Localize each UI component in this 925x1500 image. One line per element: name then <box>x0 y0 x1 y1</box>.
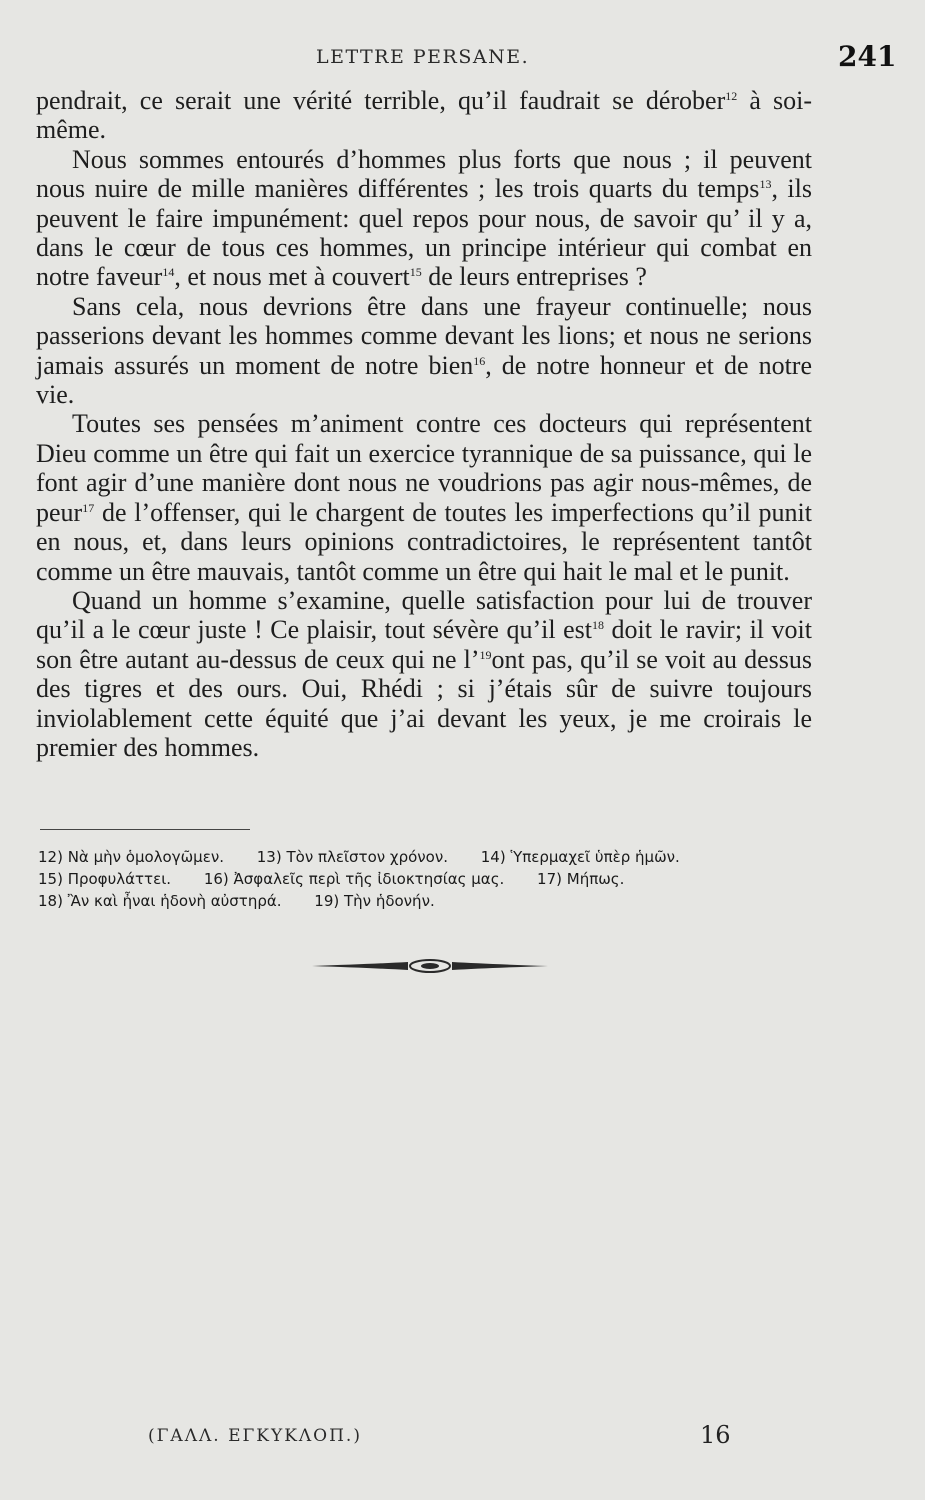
footnote-ref: 14 <box>162 265 175 280</box>
footnote-separator <box>40 829 250 830</box>
footnotes <box>38 846 838 912</box>
paragraph-3: Sans cela, nous devrions être dans une frayeur continuelle; nous passerions devant les hommes comme devant les lions; et nous ne serions jamais assurés un moment de notre bien$^{16}$, de notre honneur et de notre vie. <box>36 291 812 410</box>
footnote: 14) Ὑπερμαχεῖ ὑπὲρ ἡμῶν. <box>480 848 680 866</box>
footnote: 12) Νὰ μὴν ὁμολογῶμεν. <box>38 848 224 866</box>
running-title: LETTRE PERSANE. <box>316 46 530 68</box>
ornament-divider <box>312 956 548 976</box>
footnote-ref: 15 <box>409 265 422 280</box>
footnote: 18) Ἂν καὶ ἦναι ἡδονὴ αὐστηρά. <box>38 892 282 910</box>
footnote-ref: 12 <box>725 89 738 103</box>
footnote: 17) Μήπως. <box>537 870 625 888</box>
paragraph-5: Quand un homme s’examine, quelle satisfaction pour lui de trouver qu’il a le cœur juste ! Ce plaisir, tout sévère qu’il est$^{18}$ doit le ravir; il voit son être autant au-dessus de ceux qui ne l’$^{19}$ont pas, qu’il se voit au dessus des tigres et des ours. Oui, Rhédi ; si j’étais sûr de suivre toujours inviolablement cette équité que j’ai devant les yeux, je me croirais le premier des hommes. <box>36 585 813 762</box>
footnote-ref: 17 <box>82 500 95 515</box>
paragraph-4: Toutes ses pensées m’animent contre ces docteurs qui représentent Dieu comme un être qui fait un exercice tyrannique de sa puissance, qui le font agir d’une manière dont nous ne voudrions pas agir nous-mêmes, de peur$^{17}$ de l’offenser, qui le chargent de toutes les imperfections qu’il punit en nous, et, dans leurs opinions contradictoires, le représentent tantôt comme un être mauvais, tantôt comme un être qui hait le mal et le punit. <box>36 409 812 586</box>
footnote: 16) Ἀσφαλεῖς περὶ τῆς ἰδιοκτησίας μας. <box>203 870 505 888</box>
paragraph-2: Nous sommes entourés d’hommes plus forts que nous ; il peuvent nous nuire de mille manières différentes ; les trois quarts du temps$^{13}$, ils peuvent le faire impunément: quel repos pour nous, de savoir qu’ il y a, dans le cœur de tous ces hommes, un principe intérieur qui combat en notre faveur$^{14}$, et nous met à couvert$^{15}$ de leurs entreprises ? <box>36 144 812 292</box>
footnote: 15) Προφυλάττει. <box>38 870 172 888</box>
footnote-ref: 16 <box>473 353 486 368</box>
footnote-line <box>38 890 838 912</box>
signature-mark: (ΓΑΛΛ. ΕΓΚΥΚΛΟΠ.) <box>148 1426 362 1446</box>
footnote-line <box>38 868 838 890</box>
footnote-ref: 19 <box>479 647 492 662</box>
signature-number: 16 <box>700 1421 731 1449</box>
footnote-line <box>38 846 838 868</box>
body-text <box>36 86 812 762</box>
footnote: 13) Τὸν πλεῖστον χρόνον. <box>256 848 448 866</box>
page-number: 241 <box>838 40 897 73</box>
running-head <box>0 40 925 73</box>
footnote: 19) Τὴν ἡδονήν. <box>314 892 435 910</box>
paragraph-1: pendrait, ce serait une vérité terrible, qu’il faudrait se dérober$^{12}$ à soi-même. <box>36 86 812 145</box>
footnote-ref: 18 <box>592 618 604 633</box>
footnote-ref: 13 <box>759 177 772 192</box>
